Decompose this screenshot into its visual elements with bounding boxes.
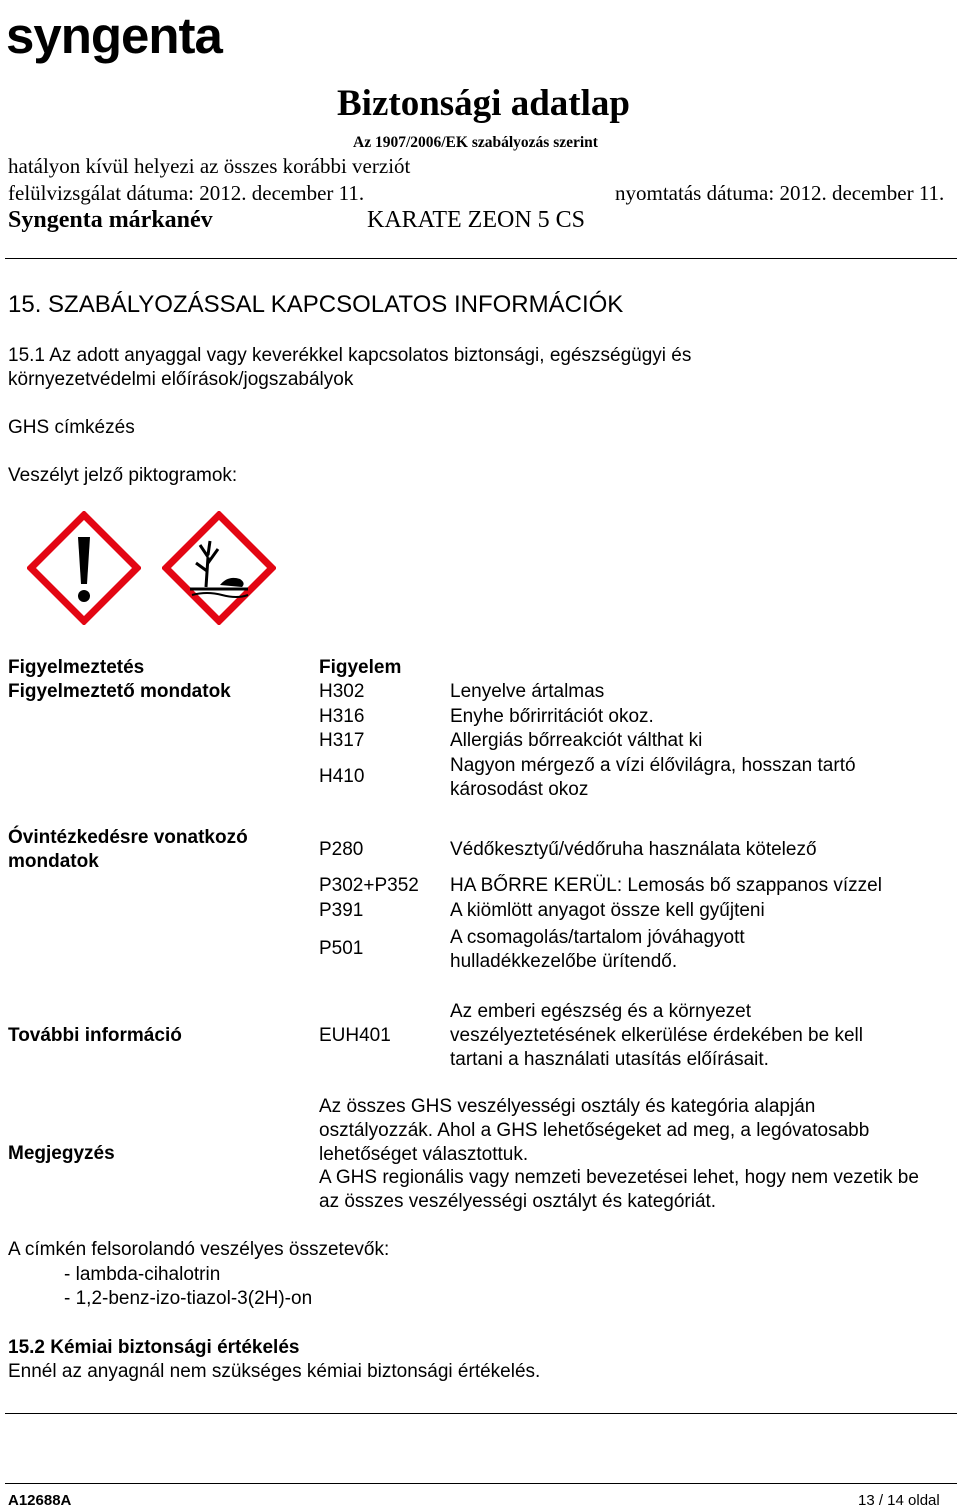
precaution-text: HA BŐRRE KERÜL: Lemosás bő szappanos vízzel (450, 875, 882, 896)
hazard-code: H302 (319, 681, 365, 702)
ingredient-item: - 1,2-benz-izo-tiazol-3(2H)-on (64, 1288, 313, 1309)
precaution-code: P280 (319, 839, 364, 860)
footer-divider-top (5, 1413, 957, 1414)
footer-code: A12688A (8, 1492, 72, 1509)
revision-date: felülvizsgálat dátuma: 2012. december 11. (8, 181, 365, 205)
precaution-text: Védőkesztyű/védőruha használata kötelező (450, 839, 817, 860)
footer-divider (5, 1483, 957, 1484)
section-title: 15. SZABÁLYOZÁSSAL KAPCSOLATOS INFORMÁCIÓK (8, 291, 624, 318)
supersedes-line: hatályon kívül helyezi az összes korábbi verziót (8, 154, 411, 178)
environment-hazard-icon (162, 511, 276, 625)
precaution-code: P391 (319, 900, 364, 921)
precautionary-statements-label: Óvintézkedésre vonatkozó mondatok (8, 827, 248, 872)
header-divider (5, 258, 957, 259)
subsection-2-title: 15.2 Kémiai biztonsági értékelés (8, 1337, 300, 1358)
subsection-2-text: Ennél az anyagnál nem szükséges kémiai biztonsági értékelés. (8, 1361, 541, 1382)
ingredients-label: A címkén felsorolandó veszélyes összetevők: (8, 1239, 390, 1260)
hazard-text: Lenyelve ártalmas (450, 681, 605, 702)
signal-word: Figyelem (319, 657, 402, 678)
precaution-code: P501 (319, 938, 364, 959)
precaution-text: A kiömlött anyagot össze kell gyűjteni (450, 900, 765, 921)
precaution-text: A csomagolás/tartalom jóváhagyott hulladékkezelőbe ürítendő. (450, 927, 745, 972)
note-label: Megjegyzés (8, 1143, 115, 1164)
hazard-code: H317 (319, 730, 365, 751)
product-name: KARATE ZEON 5 CS (367, 207, 586, 233)
subsection-1-title: 15.1 Az adott anyaggal vagy keverékkel kapcsolatos biztonsági, egészségügyi és környezetvédelmi előírások/jogszabályok (8, 345, 692, 390)
hazard-text: Nagyon mérgező a vízi élővilágra, hosszan tartó károsodást okoz (450, 755, 856, 800)
hazard-text: Enyhe bőrirritációt okoz. (450, 706, 654, 727)
hazard-text: Allergiás bőrreakciót válthat ki (450, 730, 703, 751)
further-info-text: Az emberi egészség és a környezet veszélyeztetésének elkerülése érdekében be kell tartani a használati utasítás előírásait. (450, 1001, 863, 1070)
further-info-code: EUH401 (319, 1025, 391, 1046)
syngenta-logo: syngenta (6, 7, 222, 64)
note-text-1: Az összes GHS veszélyességi osztály és kategória alapján osztályozzák. Ahol a GHS lehetőségeket ad meg, a legóvatosabb lehetőséget választottuk. (319, 1096, 870, 1165)
signal-word-label: Figyelmeztetés (8, 657, 145, 678)
exclamation-mark-icon (27, 511, 141, 625)
hazard-statements-label: Figyelmeztető mondatok (8, 681, 231, 702)
ghs-label: GHS címkézés (8, 417, 135, 438)
further-info-label: További információ (8, 1025, 182, 1046)
hazard-code: H316 (319, 706, 365, 727)
page-number: 13 / 14 oldal (858, 1492, 940, 1509)
print-date: nyomtatás dátuma: 2012. december 11. (615, 181, 945, 205)
hazard-code: H410 (319, 766, 365, 787)
precaution-code: P302+P352 (319, 875, 419, 896)
brand-label: Syngenta márkanév (8, 207, 213, 233)
pictogram-label: Veszélyt jelző piktogramok: (8, 465, 238, 486)
document-title: Biztonsági adatlap (337, 83, 630, 124)
regulation-line: Az 1907/2006/EK szabályozás szerint (353, 134, 598, 151)
ingredient-item: - lambda-cihalotrin (64, 1264, 221, 1285)
note-text-2: A GHS regionális vagy nemzeti bevezetései lehet, hogy nem vezetik be az összes veszélyességi osztályt és kategóriát. (319, 1167, 919, 1212)
